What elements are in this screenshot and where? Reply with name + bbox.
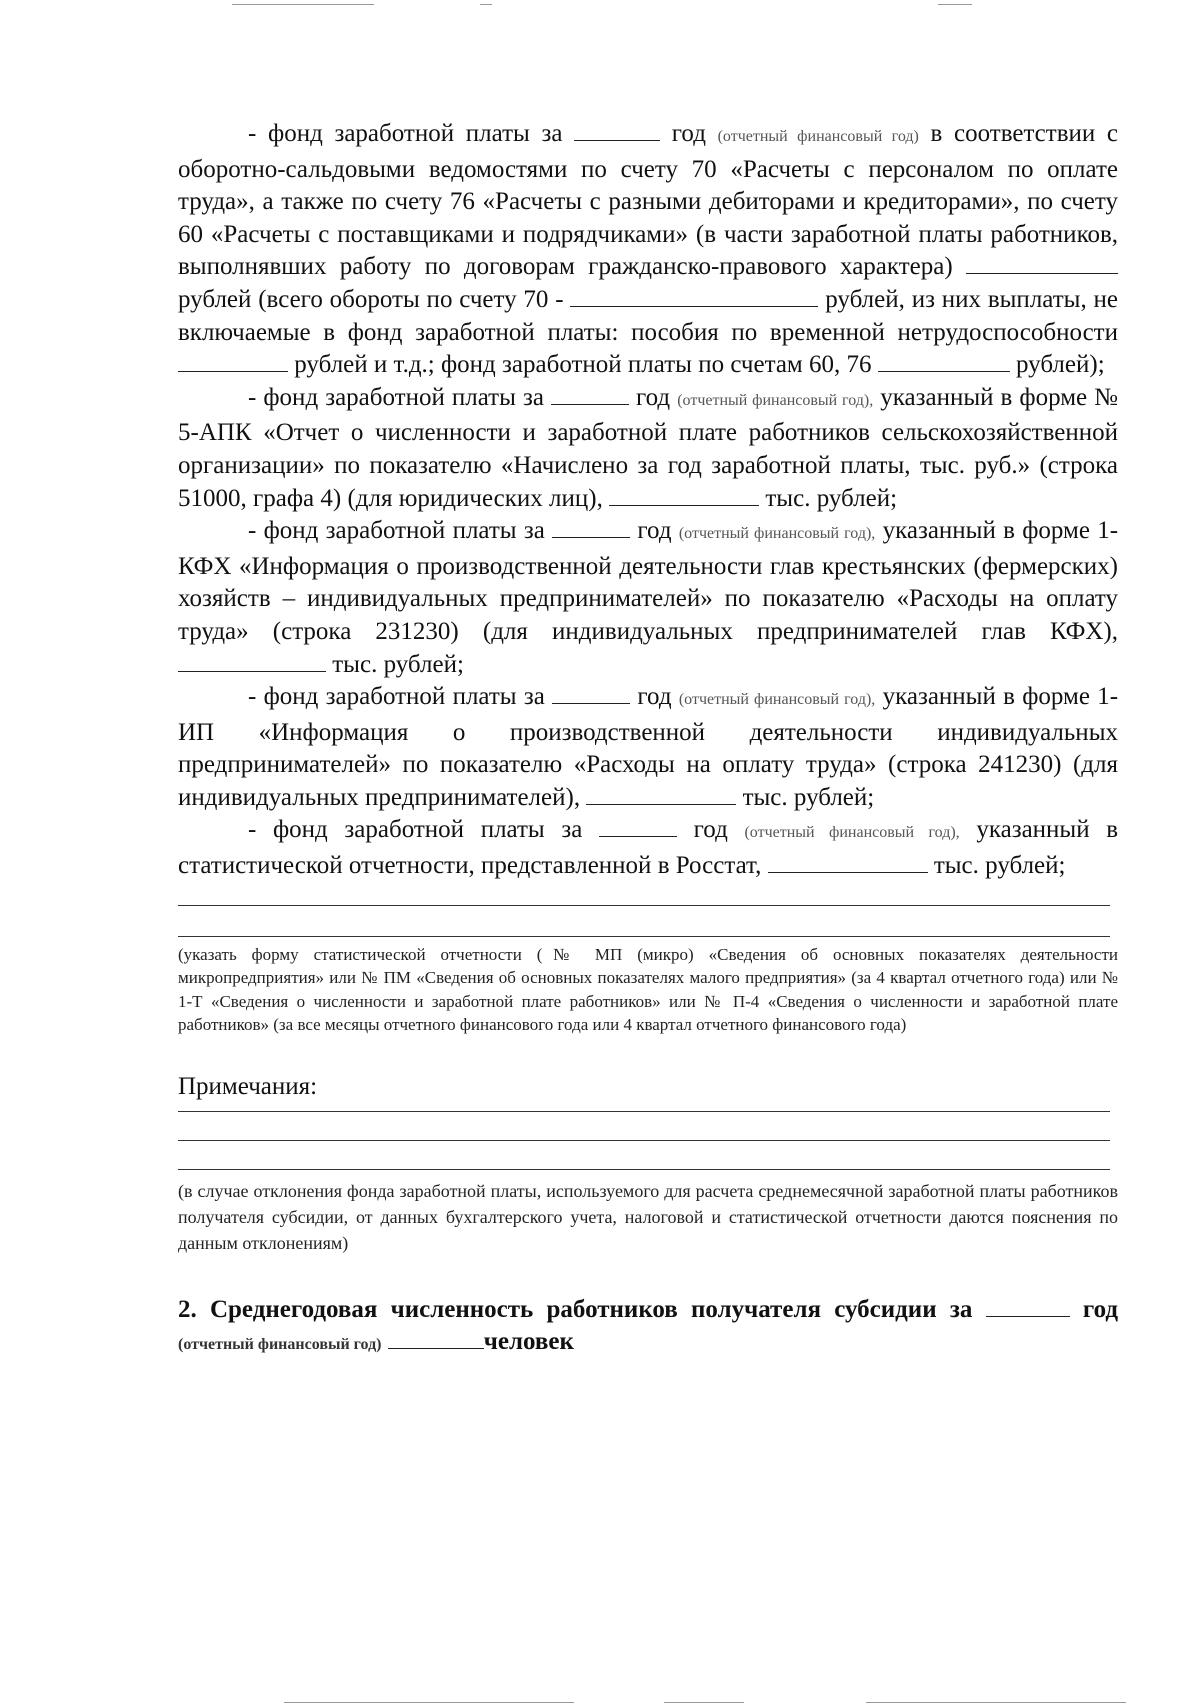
text: год (693, 816, 728, 844)
blank-year-field[interactable] (986, 1315, 1070, 1317)
stat-form-note: (указать форму статистической отчетности (№ МП (микро) «Сведения об основных показателях деятельности микропредприятия» или № ПМ «Сведения об основных показателях малого предприятия» (за 4 квартал отчетного года) или № 1-Т «Сведения о численности и заработной плате работников» или № П-4 «Сведения о численности и заработной плате работников» (за все месяцы отчетного финансового года или 4 квартал отчетного финансового года) (178, 944, 1118, 1035)
notes-line[interactable] (178, 1140, 1110, 1141)
text: указанный в форме № 5-АПК «Отчет о численности и заработной плате работников сельскохозяйственной организации» по показателю «Начислено за год заработной платы, тыс. руб.» (строка 51000, графа 4) (для юридических лиц), (178, 383, 1119, 512)
blank-turnover-field[interactable] (570, 305, 818, 307)
unit-label: человек (483, 1327, 574, 1355)
notes-line[interactable] (178, 1111, 1110, 1112)
scan-mark (866, 1702, 1126, 1703)
text: год (637, 517, 672, 545)
scan-mark (232, 4, 374, 5)
text: год (636, 383, 671, 411)
text: - фонд заработной платы за (248, 383, 544, 411)
blank-amount-field[interactable] (586, 803, 736, 805)
section-2-title (178, 1294, 1118, 1361)
document-page (178, 118, 1118, 1361)
paragraph-1kfh (178, 515, 1118, 681)
notes-label: Примечания: (178, 1072, 318, 1100)
notes-line[interactable] (178, 1169, 1110, 1170)
paragraph-rosstat (178, 814, 1118, 882)
year-note: (отчетный финансовый год), (744, 824, 960, 842)
scan-mark (480, 4, 492, 5)
scan-mark (284, 1702, 574, 1703)
blank-year-field[interactable] (574, 139, 660, 141)
paragraph-accounting-fund (178, 118, 1118, 382)
text: рублей, из них выплаты, не включаемые в фонд заработной платы: пособия по временной нетрудоспособности (178, 285, 1119, 346)
year-note: (отчетный финансовый год), (677, 391, 874, 409)
text: рублей (всего обороты по счету 70 - (178, 285, 564, 313)
blank-amount-field[interactable] (966, 272, 1118, 274)
text: год (1082, 1295, 1119, 1323)
blank-amount-field[interactable] (609, 504, 759, 506)
text: - фонд заработной платы за (248, 120, 563, 147)
text: в соответствии с оборотно-сальдовыми ведомостями по счету 70 «Расчеты с персоналом по оплате труда», а также по счету 76 «Расчеты с разными дебиторами и кредиторами», по счету 60 «Расчеты с поставщиками и подрядчиками» (в части заработной платы работников, выполнявших работу по договорам гражданско-правового характера) (178, 120, 1119, 281)
text: тыс. рублей; (765, 484, 898, 512)
fill-line[interactable] (178, 905, 1110, 906)
text: тыс. рублей; (332, 650, 464, 678)
scan-mark (664, 1702, 744, 1703)
fill-line[interactable] (178, 936, 1110, 937)
blank-amount-field[interactable] (178, 670, 326, 672)
text: - фонд заработной платы за (248, 517, 545, 545)
section-title-text: 2. Среднегодовая численность работников получателя субсидии за (178, 1295, 973, 1323)
year-note: (отчетный финансовый год) (717, 128, 919, 145)
paragraph-1ip (178, 681, 1118, 814)
blank-amount-field[interactable] (768, 871, 928, 873)
year-note: (отчетный финансовый год), (678, 691, 876, 709)
blank-year-field[interactable] (552, 536, 630, 538)
text: - фонд заработной платы за (248, 816, 583, 844)
text: год (637, 683, 672, 711)
text: указанный в форме 1-ИП «Информация о производственной деятельности индивидуальных предпринимателей» по показателю «Расходы на оплату труда» (строка 241230) (для индивидуальных предпринимателей), (178, 683, 1119, 811)
text: год (671, 120, 706, 147)
blank-year-field[interactable] (551, 403, 629, 405)
year-note: (отчетный финансовый год) (178, 1335, 382, 1353)
blank-sick-leave-field[interactable] (178, 370, 288, 372)
deviation-note: (в случае отклонения фонда заработной платы, используемого для расчета среднемесячной заработной платы работников получателя субсидии, от данных бухгалтерского учета, налоговой и статистической отчетности даются пояснения по данным отклонениям) (178, 1180, 1118, 1253)
blank-year-field[interactable] (552, 702, 630, 704)
year-note: (отчетный финансовый год), (678, 525, 876, 543)
text: рублей); (1015, 351, 1105, 379)
paragraph-5apk (178, 382, 1118, 515)
text: указанный в форме 1-КФХ «Информация о производственной деятельности глав крестьянских (фермерских) хозяйств – индивидуальных предпринимателей» по показателю «Расходы на оплату труда» (строка 231230) (для индивидуальных предпринимателей глав КФХ), (178, 517, 1119, 645)
text: - фонд заработной платы за (248, 683, 545, 711)
blank-headcount-field[interactable] (388, 1347, 484, 1349)
text: тыс. рублей; (742, 783, 875, 811)
blank-accounts-field[interactable] (878, 370, 1010, 372)
text: тыс. рублей; (933, 852, 1066, 880)
scan-mark (938, 4, 972, 5)
text: указанный в статистической отчетности, представленной в Росстат, (178, 816, 1119, 880)
text: рублей и т.д.; фонд заработной платы по счетам 60, 76 (294, 351, 872, 379)
blank-year-field[interactable] (599, 835, 677, 837)
